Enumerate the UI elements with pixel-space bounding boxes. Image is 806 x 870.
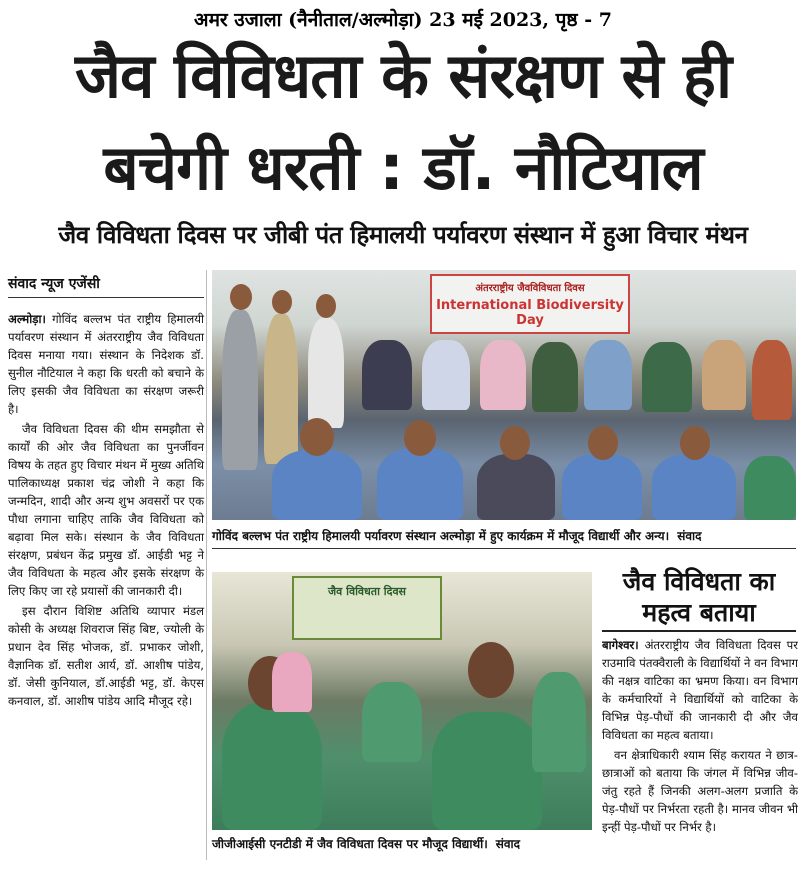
main-article-para-1: अल्मोड़ा। गोविंद बल्लभ पंत राष्ट्रीय हिमालयी पर्यावरण संस्थान में अंतरराष्ट्रीय जैव विविधता दिवस मनाया गया। संस्थान के निदेशक डॉ. सुनील नौटियाल ने कहा कि धरती को बचाने के लिए इसकी जैव विविधता का संरक्षण जरूरी है। [8,312,205,416]
person-figure [562,454,642,520]
main-article-body [8,310,204,712]
person-figure [532,672,586,772]
person-figure [222,702,322,830]
person-figure [532,342,578,412]
person-figure [702,340,746,410]
person-figure [272,652,312,712]
person-head [588,426,618,460]
person-head [680,426,710,460]
person-figure [377,448,463,520]
person-figure [642,342,692,412]
school-students-photo [212,572,592,830]
person-head [272,290,292,314]
person-figure [222,310,258,470]
person-head [404,420,436,456]
photo1-credit: संवाद [677,529,702,543]
person-figure [480,340,526,410]
person-head [500,426,530,460]
main-article-para-2: जैव विविधता दिवस की थीम समझौता से कार्यों की ओर जैव विविधता का पुनर्जीवन विषय के तहत हुए विचार मंथन में मुख्य अतिथि पालिकाध्यक्ष प्रकाश चंद्र जोशी ने कहा कि जन्मदिन, शादी और अन्य शुभ अवसरों पर एक पौधा लगाना चाहिए ताकि जैव विविधता को बढ़ावा मिल सके। संस्थान के जैव विविधता संरक्षण, प्रबंधन केंद्र प्रमुख डॉ. आईडी भट्ट ने जैव विविधता के महत्व और इसके संरक्षण के लिए किए जा रहे प्रयासों की जानकारी दी। [8,422,204,598]
person-figure [584,340,632,410]
headline-line-2: बचेगी धरती : डॉ. नौटियाल [103,131,703,204]
side-article-para-1: बागेश्वर। अंतरराष्ट्रीय जैव विविधता दिवस पर राउमावि पंतक्वैराली के विद्यार्थियों ने वन विभाग की नक्षत्र वाटिका का भ्रमण किया। वन विभाग के कर्मचारियों ने विद्यार्थियों को वाटिका के विभिन्न पेड़-पौधों की जानकारी दी और जैव विविधता का महत्व बताया। [602,638,798,742]
side-article-para-2: वन क्षेत्राधिकारी श्याम सिंह करायत ने छात्र-छात्राओं को बताया कि जंगल में विभिन्न जीव-जंतु रहते हैं जिनकी अलग-अलग प्रजाति के पेड़-पौधों पर निर्भरता रहती है। मानव जीवन भी इन्हीं पेड़-पौधों पर निर्भर है। [602,748,798,834]
photo1-caption: गोविंद बल्लभ पंत राष्ट्रीय हिमालयी पर्यावरण संस्थान अल्मोड़ा में हुए कार्यक्रम में मौजूद विद्यार्थी और अन्य। संवाद [212,529,702,543]
side-article-rule [602,630,796,632]
masthead: अमर उजाला (नैनीताल/अल्मोड़ा) 23 मई 2023, पृष्ठ - 7 [194,9,612,31]
column-divider [206,270,207,860]
photo2-caption: जीजीआईसी एनटीडी में जैव विविधता दिवस पर मौजूद विद्यार्थी। संवाद [212,837,521,851]
photo2-credit: संवाद [495,837,521,851]
side-article-headline: जैव विविधता का महत्व बताया [622,567,776,627]
person-figure [362,682,422,762]
person-figure [432,712,542,830]
section-divider [212,548,796,549]
person-head [468,642,514,698]
person-head [300,418,334,456]
person-figure [264,314,298,464]
byline: संवाद न्यूज एजेंसी [8,274,204,298]
headline-line-1: जैव विविधता के संरक्षण से ही [74,39,732,112]
person-figure [422,340,470,410]
main-article-para-3: इस दौरान विशिष्ट अतिथि व्यापार मंडल कोसी के अध्यक्ष शिवराज सिंह बिष्ट, ज्योली के प्रधान देव सिंह भोजक, डॉ. प्रभाकर जोशी, वैज्ञानिक डॉ. सतीश आर्य, डॉ. आशीष पांडेय, डॉ. जेसी कुनियाल, डॉ.आईडी भट्ट, डॉ. केएस कनवाल, डॉ. आशीष पांडेय आदि मौजूद रहे। [8,604,204,708]
person-figure [308,318,344,428]
subheadline: जैव विविधता दिवस पर जीबी पंत हिमालयी पर्यावरण संस्थान में हुआ विचार मंथन [58,221,748,249]
person-figure [652,454,736,520]
school-banner: जैव विविधता दिवस [292,576,442,640]
person-figure [477,454,555,520]
side-dateline-place: बागेश्वर। [602,638,639,652]
person-figure [362,340,412,410]
person-figure [272,450,362,520]
event-group-photo [212,270,796,520]
person-figure [744,456,796,520]
biodiversity-day-banner: अंतरराष्ट्रीय जैवविविधता दिवस International Biodiversity Day [430,274,630,334]
dateline-place: अल्मोड़ा। [8,312,46,326]
person-figure [752,340,792,420]
person-head [316,294,336,318]
person-head [230,284,252,310]
side-article-body [602,636,798,862]
